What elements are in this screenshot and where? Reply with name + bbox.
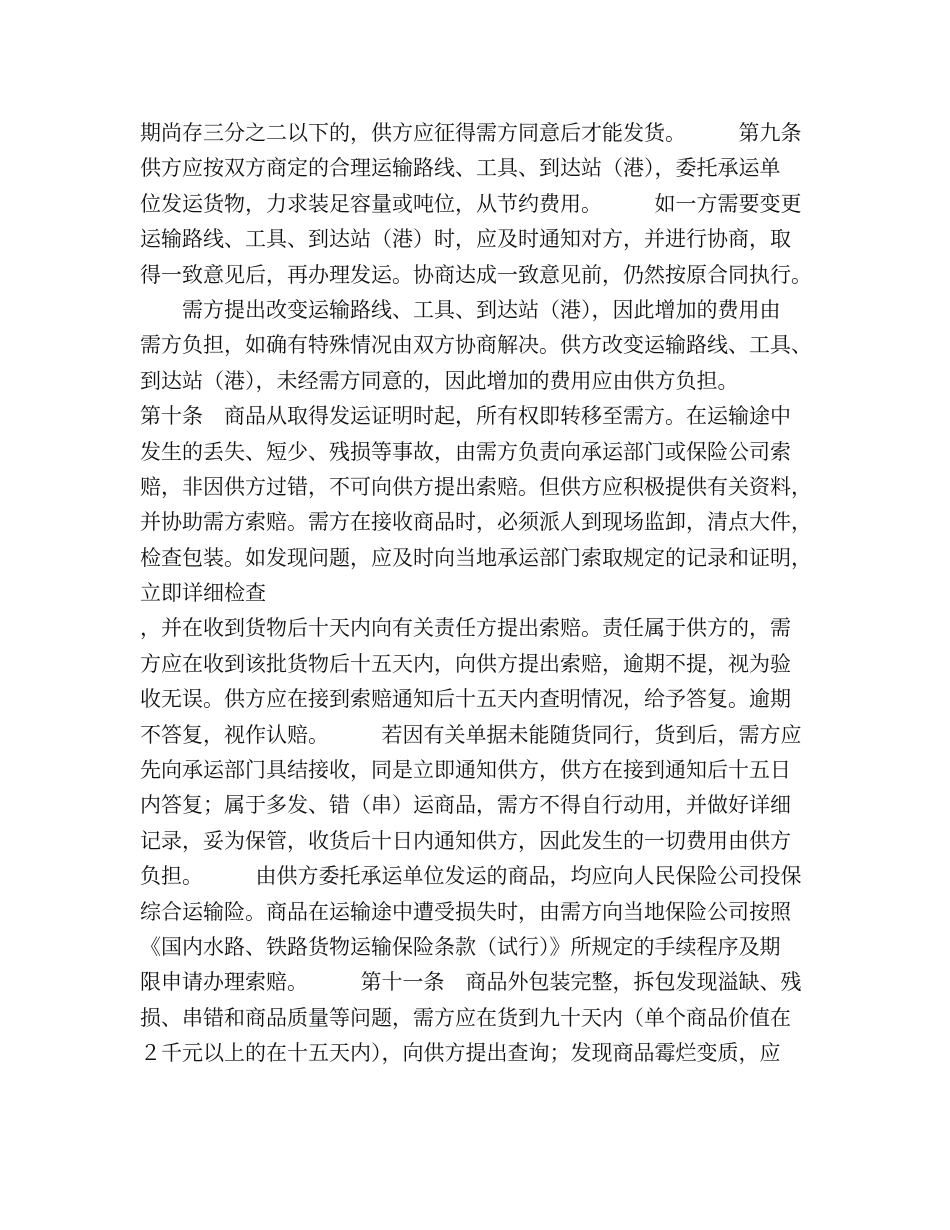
text-line-15: ，并在收到货物后十天内向有关责任方提出索赔。责任属于供方的，需 [140, 616, 791, 641]
text-line-19: 先向承运部门具结接收，同是立即通知供方，供方在接到通知后十五日 [140, 758, 791, 783]
text-line-26: 损、串错和商品质量等问题，需方应在货到九十天内（单个商品价值在 [140, 1005, 791, 1030]
text-line-21: 记录，妥为保管，收货后十日内通知供方，因此发生的一切费用由供方 [140, 828, 791, 853]
text-line-9: 第十条 商品从取得发运证明时起，所有权即转移至需方。在运输途中 [140, 404, 791, 429]
text-line-4: 运输路线、工具、到达站（港）时，应及时通知对方，并进行协商，取 [140, 227, 791, 252]
text-line-24: 《国内水路、铁路货物运输保险条款（试行）》所规定的手续程序及期 [140, 934, 781, 959]
text-line-14: 立即详细检查 [140, 581, 266, 606]
text-line-12: 并协助需方索赔。需方在接收商品时，必须派人到现场监卸，清点大件， [140, 510, 812, 535]
contract-text [140, 116, 830, 1072]
text-line-5: 得一致意见后，再办理发运。协商达成一致意见前，仍然按原合同执行。 [140, 262, 812, 287]
text-line-16: 方应在收到该批货物后十五天内，向供方提出索赔，逾期不提，视为验 [140, 651, 791, 676]
text-line-8: 到达站（港），未经需方同意的，因此增加的费用应由供方负担。 [140, 368, 739, 393]
text-line-25: 限申请办理索赔。 第十一条 商品外包装完整，拆包发现溢缺、残 [140, 970, 802, 995]
text-line-18: 不答复，视作认赔。 若因有关单据未能随货同行，货到后，需方应 [140, 722, 802, 747]
text-line-1: 期尚存三分之二以下的，供方应征得需方同意后才能发货。 第九条 [140, 121, 802, 145]
text-line-2: 供方应按双方商定的合理运输路线、工具、到达站（港），委托承运单 [140, 156, 781, 181]
text-line-22: 负担。 由供方委托承运单位发运的商品，均应向人民保险公司投保 [140, 864, 802, 889]
text-line-11: 赔，非因供方过错，不可向供方提出索赔。但供方应积极提供有关资料， [140, 474, 812, 499]
text-line-20: 内答复；属于多发、错（串）运商品，需方不得自行动用，并做好详细 [140, 793, 791, 818]
text-line-10: 发生的丢失、短少、残损等事故，由需方负责向承运部门或保险公司索 [140, 439, 791, 464]
text-line-23: 综合运输险。商品在运输途中遭受损失时，由需方向当地保险公司按照 [140, 899, 791, 924]
text-line-6: 需方提出改变运输路线、工具、到达站（港），因此增加的费用由 [140, 297, 781, 322]
text-line-27: ２千元以上的在十五天内），向供方提出查询；发现商品霉烂变质，应 [140, 1041, 781, 1066]
text-line-13: 检查包装。如发现问题，应及时向当地承运部门索取规定的记录和证明， [140, 545, 812, 570]
text-line-7: 需方负担，如确有特殊情况由双方协商解决。供方改变运输路线、工具、 [140, 333, 812, 358]
text-line-17: 收无误。供方应在接到索赔通知后十五天内查明情况，给予答复。逾期 [140, 687, 791, 712]
text-line-3: 位发运货物，力求装足容量或吨位，从节约费用。 如一方需要变更 [140, 191, 802, 216]
